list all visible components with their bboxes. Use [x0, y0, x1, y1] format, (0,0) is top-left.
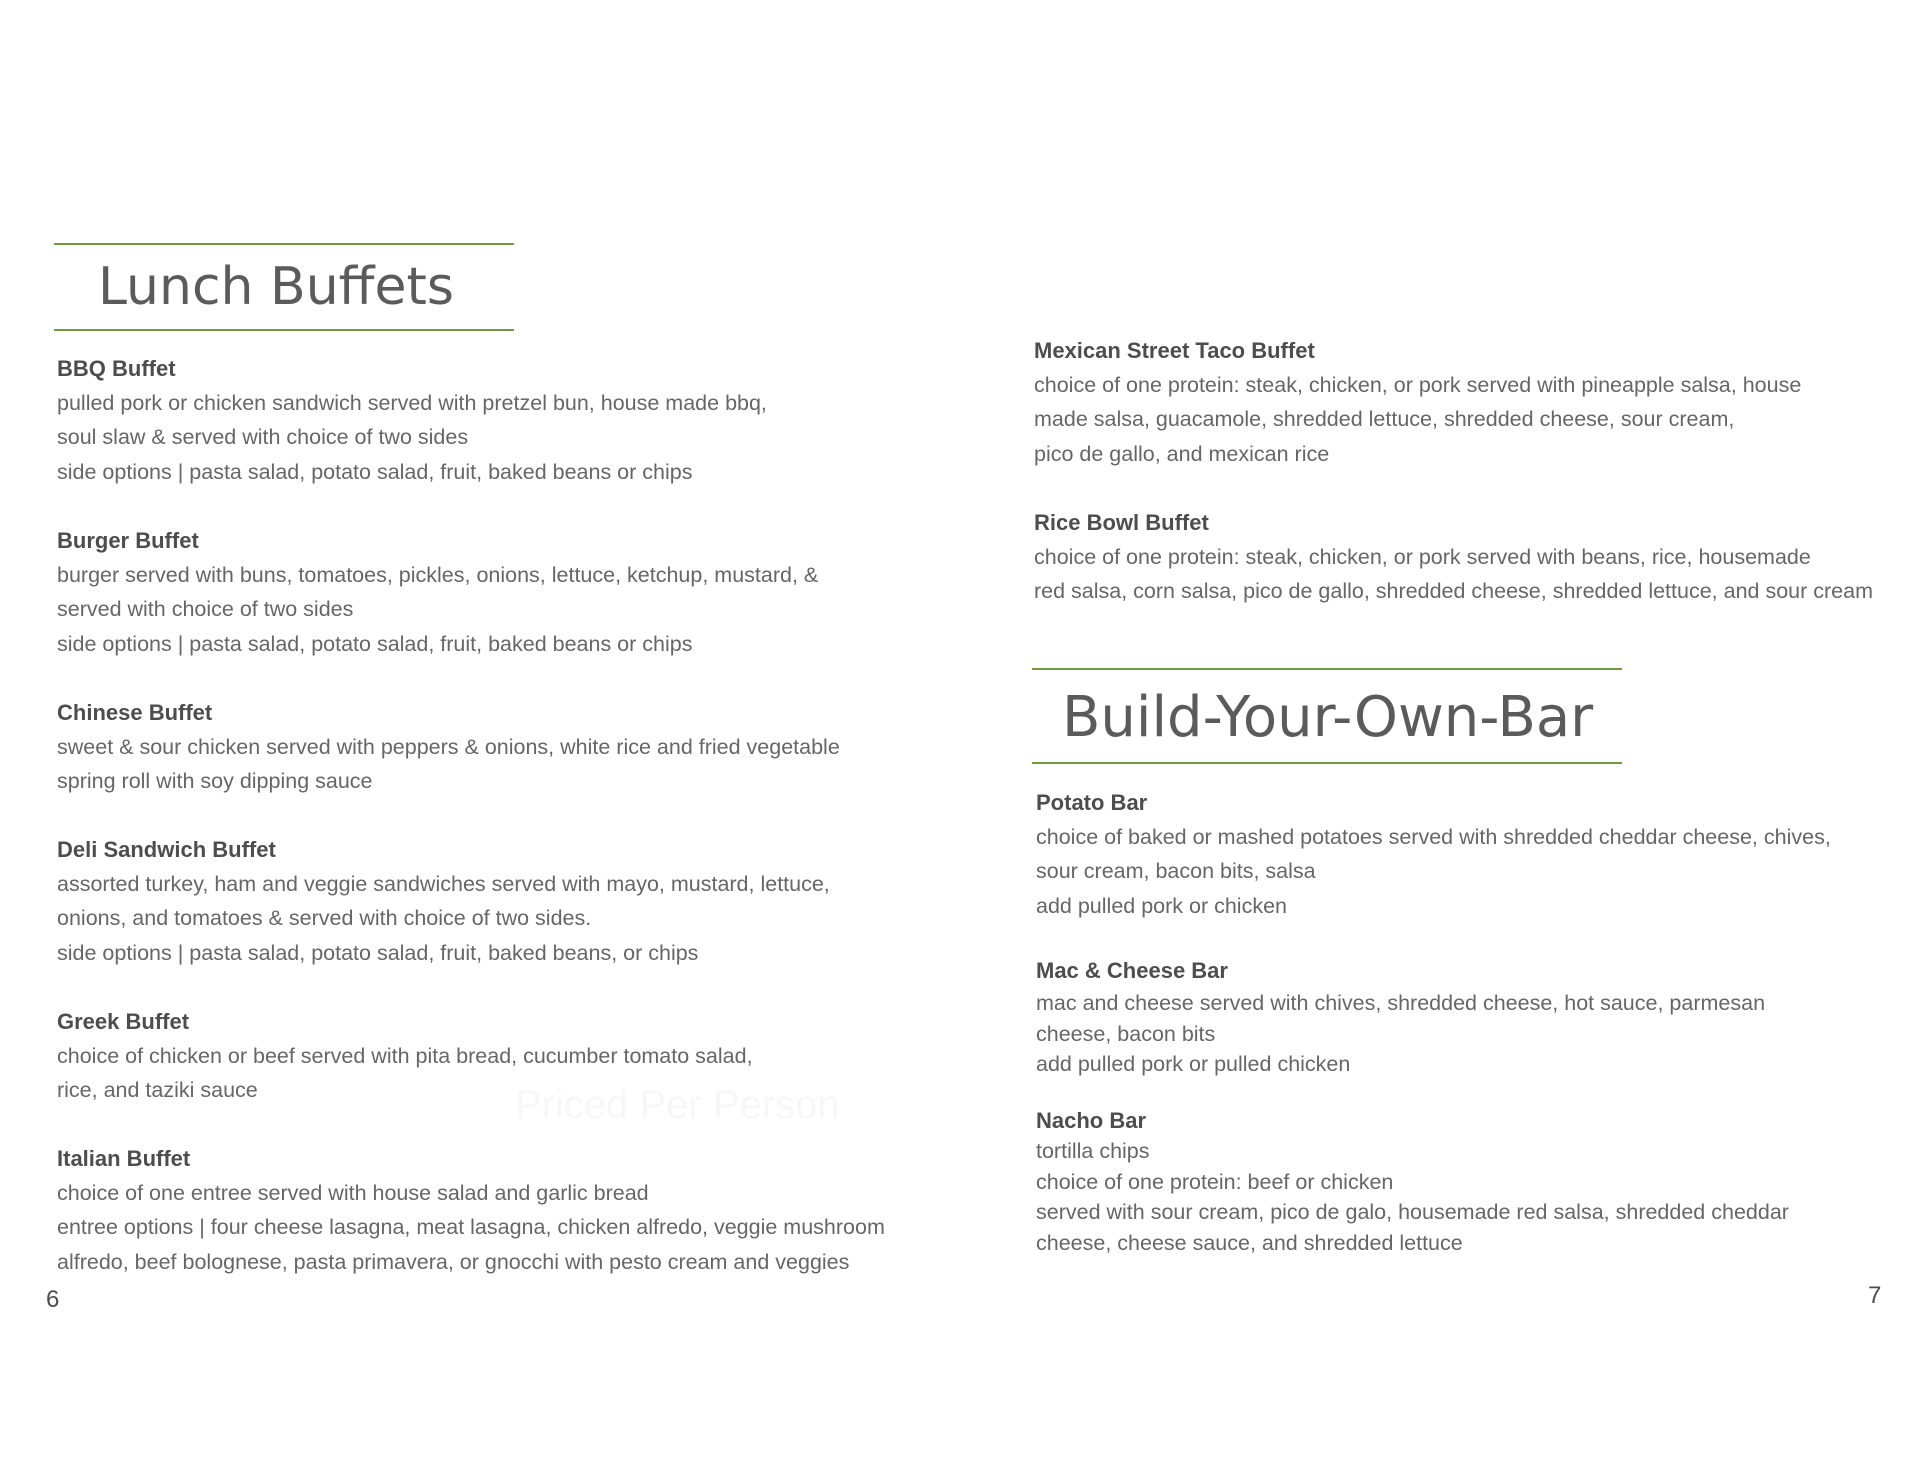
item-name: Mexican Street Taco Buffet [1034, 338, 1315, 363]
description-line: made salsa, guacamole, shredded lettuce, shredded cheese, sour cream, [1034, 407, 1735, 432]
item-name: Deli Sandwich Buffet [57, 837, 276, 862]
description-line: side options | pasta salad, potato salad, fruit, baked beans or chips [57, 631, 693, 656]
description-line: choice of chicken or beef served with pita bread, cucumber tomato salad, [57, 1044, 753, 1068]
menu-item-burger-buffet [57, 524, 818, 661]
menu-item-bbq-buffet [57, 352, 767, 489]
item-name: Italian Buffet [57, 1146, 191, 1171]
page-number-left: 6 [46, 1286, 60, 1313]
build-your-own-bar-title: Build-Your-Own-Bar [1062, 685, 1594, 750]
menu-item-chinese-buffet [57, 696, 840, 799]
item-name: Mac & Cheese Bar [1036, 958, 1228, 983]
item-name: Greek Buffet [57, 1009, 190, 1034]
description-line: choice of one entree served with house salad and garlic bread [57, 1181, 649, 1205]
priced-per-person-watermark: Priced Per Person [515, 1083, 840, 1127]
menu-item-mac-and-cheese-bar [1036, 954, 1765, 1080]
description-line: served with sour cream, pico de galo, housemade red salsa, shredded cheddar [1036, 1200, 1789, 1224]
item-name: BBQ Buffet [57, 356, 176, 381]
item-description [57, 867, 830, 970]
item-description [1034, 540, 1873, 609]
item-name: Potato Bar [1036, 790, 1148, 815]
description-line: served with choice of two sides [57, 597, 354, 622]
description-line: red salsa, corn salsa, pico de gallo, shredded cheese, shredded lettuce, and sour cream [1034, 579, 1873, 604]
item-description [1036, 1136, 1789, 1258]
description-line: pico de gallo, and mexican rice [1034, 441, 1330, 466]
item-name: Nacho Bar [1036, 1108, 1147, 1133]
description-line: cheese, bacon bits [1036, 1021, 1216, 1046]
menu-item-italian-buffet [57, 1142, 885, 1279]
item-name: Burger Buffet [57, 528, 199, 553]
description-line: rice, and taziki sauce [57, 1078, 258, 1103]
description-line: add pulled pork or chicken [1036, 893, 1287, 918]
item-description [57, 1176, 885, 1279]
menu-item-rice-bowl-buffet [1034, 506, 1873, 609]
description-line: side options | pasta salad, potato salad, fruit, baked beans or chips [57, 459, 693, 484]
description-line: tortilla chips [1036, 1139, 1150, 1163]
description-line: sweet & sour chicken served with peppers & onions, white rice and fried vegetable [57, 735, 840, 759]
description-line: sour cream, bacon bits, salsa [1036, 859, 1316, 884]
description-line: entree options | four cheese lasagna, meat lasagna, chicken alfredo, veggie mushroom [57, 1215, 885, 1240]
description-line: alfredo, beef bolognese, pasta primavera, or gnocchi with pesto cream and veggies [57, 1249, 850, 1274]
description-line: mac and cheese served with chives, shredded cheese, hot sauce, parmesan [1036, 991, 1766, 1015]
menu-item-nacho-bar [1036, 1106, 1789, 1258]
item-name: Rice Bowl Buffet [1034, 510, 1209, 535]
item-name: Chinese Buffet [57, 700, 213, 725]
description-line: choice of one protein: beef or chicken [1036, 1169, 1394, 1194]
description-line: onions, and tomatoes & served with choice of two sides. [57, 906, 592, 931]
item-description [1036, 820, 1831, 923]
item-description [1036, 988, 1765, 1080]
page-number-right: 7 [1868, 1282, 1882, 1309]
item-description [57, 558, 818, 661]
description-line: burger served with buns, tomatoes, pickles, onions, lettuce, ketchup, mustard, & [57, 563, 819, 587]
right-page [960, 0, 1920, 1484]
description-line: spring roll with soy dipping sauce [57, 769, 373, 794]
item-description [1034, 368, 1801, 471]
description-line: add pulled pork or pulled chicken [1036, 1052, 1351, 1076]
menu-item-potato-bar [1036, 786, 1831, 923]
menu-item-mexican-street-taco-buffet [1034, 334, 1801, 471]
item-description [57, 730, 840, 799]
description-line: cheese, cheese sauce, and shredded lettuce [1036, 1230, 1463, 1255]
description-line: assorted turkey, ham and veggie sandwiches served with mayo, mustard, lettuce, [57, 872, 830, 896]
description-line: choice of baked or mashed potatoes served with shredded cheddar cheese, chives, [1036, 825, 1831, 849]
item-description [57, 386, 767, 489]
build-your-own-bar-heading [1032, 668, 1622, 764]
lunch-buffets-heading [54, 243, 514, 331]
menu-item-deli-sandwich-buffet [57, 833, 830, 970]
description-line: pulled pork or chicken sandwich served with pretzel bun, house made bbq, [57, 391, 767, 415]
description-line: choice of one protein: steak, chicken, or pork served with beans, rice, housemade [1034, 545, 1811, 569]
description-line: soul slaw & served with choice of two sides [57, 425, 469, 450]
description-line: side options | pasta salad, potato salad, fruit, baked beans, or chips [57, 940, 699, 965]
description-line: choice of one protein: steak, chicken, or pork served with pineapple salsa, house [1034, 373, 1802, 397]
lunch-buffets-title: Lunch Buffets [98, 257, 454, 317]
